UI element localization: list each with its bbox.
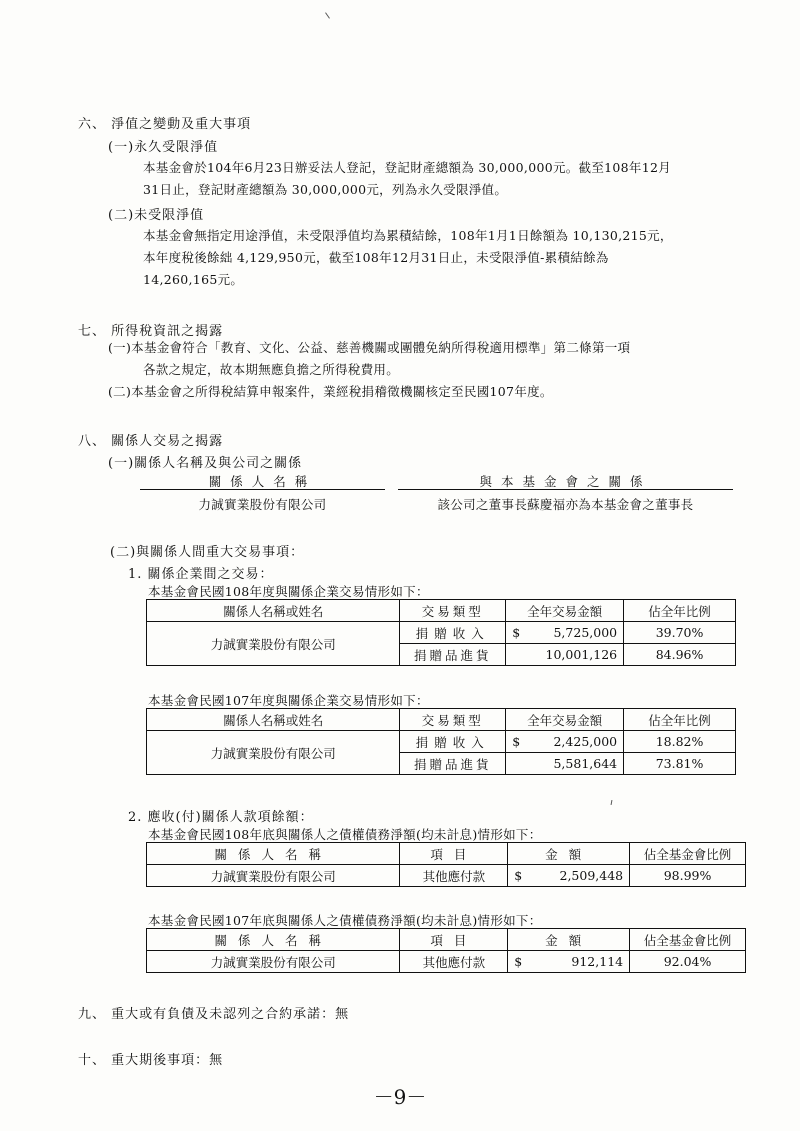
transaction-table-107 <box>146 708 736 775</box>
section-7a-line-1: (一)本基金會符合「教育、文化、公益、慈善機關或團體免納所得稅適用標準」第二條第一項 <box>108 340 631 355</box>
table-header-row <box>147 600 736 622</box>
section-8b1-title: 1. 關係企業間之交易： <box>128 567 274 582</box>
section-7-title: 七、 所得稅資訊之揭露 <box>78 324 224 339</box>
section-10-title: 十、 重大期後事項：無 <box>78 1053 224 1068</box>
transaction-ratio: 84.96% <box>624 644 736 666</box>
relation-description: 該公司之董事長蘇慶福亦為本基金會之董事長 <box>437 497 694 512</box>
header-amount: 全年交易金額 <box>506 709 624 731</box>
header-item: 項目 <box>400 929 508 951</box>
transaction-ratio: 39.70% <box>624 622 736 644</box>
section-6a-line-2: 31日止，登記財產總額為 30,000,000元，列為永久受限淨值。 <box>143 182 508 197</box>
balance-amount: $ 2,509,448 <box>508 865 630 887</box>
section-6b-line-3: 14,260,165元。 <box>143 272 244 287</box>
transaction-amount: 10,001,126 <box>506 644 624 666</box>
table-108-caption: 本基金會民國108年度與關係企業交易情形如下： <box>148 584 429 599</box>
header-party: 關係人名稱或姓名 <box>147 709 400 731</box>
section-8-title: 八、 關係人交易之揭露 <box>78 434 224 449</box>
transaction-type: 捐贈收入 <box>400 622 506 644</box>
transaction-amount: 5,581,644 <box>506 753 624 775</box>
transaction-table-108 <box>146 599 736 666</box>
header-ratio: 佔全基金會比例 <box>630 929 746 951</box>
header-party: 關係人名稱 <box>147 929 400 951</box>
section-9-title: 九、 重大或有負債及未認列之合約承諾：無 <box>78 1007 350 1022</box>
header-amount: 全年交易金額 <box>506 600 624 622</box>
section-7b-line-1: (二)本基金會之所得稅結算申報案件，業經稅捐稽徵機關核定至民國107年度。 <box>108 384 553 399</box>
table-row <box>147 865 746 887</box>
table-row <box>147 731 736 753</box>
section-7a-line-2: 各款之規定，故本期無應負擔之所得稅費用。 <box>143 362 400 377</box>
header-item: 項目 <box>400 843 508 865</box>
table-header-row <box>147 709 736 731</box>
transaction-amount: $ 5,725,000 <box>506 622 624 644</box>
header-party: 關係人名稱或姓名 <box>147 600 400 622</box>
section-8b2-title: 2. 應收(付)關係人款項餘額： <box>128 810 314 825</box>
scan-mark <box>611 800 613 805</box>
item-name: 其他應付款 <box>400 951 508 973</box>
table-row <box>147 622 736 644</box>
transaction-amount: $ 2,425,000 <box>506 731 624 753</box>
party-name: 力誠實業股份有限公司 <box>147 865 400 887</box>
party-name: 力誠實業股份有限公司 <box>147 622 400 666</box>
header-party: 關係人名稱 <box>147 843 400 865</box>
transaction-type: 捐贈品進貨 <box>400 753 506 775</box>
page-number: －9－ <box>373 1085 427 1109</box>
item-name: 其他應付款 <box>400 865 508 887</box>
table-107-caption: 本基金會民國107年度與關係企業交易情形如下： <box>148 693 429 708</box>
debt-108-caption: 本基金會民國108年底與關係人之債權債務淨額(均未計息)情形如下： <box>148 827 542 842</box>
transaction-type: 捐贈收入 <box>400 731 506 753</box>
transaction-ratio: 73.81% <box>624 753 736 775</box>
balance-amount: $ 912,114 <box>508 951 630 973</box>
header-ratio: 佔全年比例 <box>624 709 736 731</box>
section-8b-title: (二)與關係人間重大交易事項： <box>110 545 305 560</box>
debt-table-108 <box>146 842 746 887</box>
table-row <box>147 951 746 973</box>
balance-ratio: 92.04% <box>630 951 746 973</box>
scan-mark <box>325 12 330 18</box>
relation-underline-relationship <box>398 489 733 490</box>
relation-party-name: 力誠實業股份有限公司 <box>198 497 327 512</box>
relation-header-name: 關係人名稱 <box>208 474 317 489</box>
section-6b-title: (二)未受限淨值 <box>108 208 205 223</box>
balance-ratio: 98.99% <box>630 865 746 887</box>
section-6a-line-1: 本基金會於104年6月23日辦妥法人登記，登記財產總額為 30,000,000元。截至108年12月 <box>143 160 672 175</box>
table-header-row <box>147 843 746 865</box>
transaction-type: 捐贈品進貨 <box>400 644 506 666</box>
section-6-title: 六、 淨值之變動及重大事項 <box>78 117 252 132</box>
header-type: 交易類型 <box>400 709 506 731</box>
party-name: 力誠實業股份有限公司 <box>147 731 400 775</box>
header-ratio: 佔全年比例 <box>624 600 736 622</box>
header-amount: 金額 <box>508 843 630 865</box>
section-6b-line-2: 本年度稅後餘絀 4,129,950元，截至108年12月31日止，未受限淨值-累積結餘為 <box>143 250 609 265</box>
section-6b-line-1: 本基金會無指定用途淨值，未受限淨值均為累積結餘，108年1月1日餘額為 10,130,215元， <box>143 228 673 243</box>
header-amount: 金額 <box>508 929 630 951</box>
party-name: 力誠實業股份有限公司 <box>147 951 400 973</box>
section-8a-title: (一)關係人名稱及與公司之關係 <box>108 456 303 471</box>
table-header-row <box>147 929 746 951</box>
debt-107-caption: 本基金會民國107年底與關係人之債權債務淨額(均未計息)情形如下： <box>148 913 542 928</box>
relation-underline-name <box>140 489 385 490</box>
header-type: 交易類型 <box>400 600 506 622</box>
transaction-ratio: 18.82% <box>624 731 736 753</box>
header-ratio: 佔全基金會比例 <box>630 843 746 865</box>
relation-header-relationship: 與本基金會之關係 <box>479 474 652 489</box>
debt-table-107 <box>146 928 746 973</box>
section-6a-title: (一)永久受限淨值 <box>108 140 219 155</box>
